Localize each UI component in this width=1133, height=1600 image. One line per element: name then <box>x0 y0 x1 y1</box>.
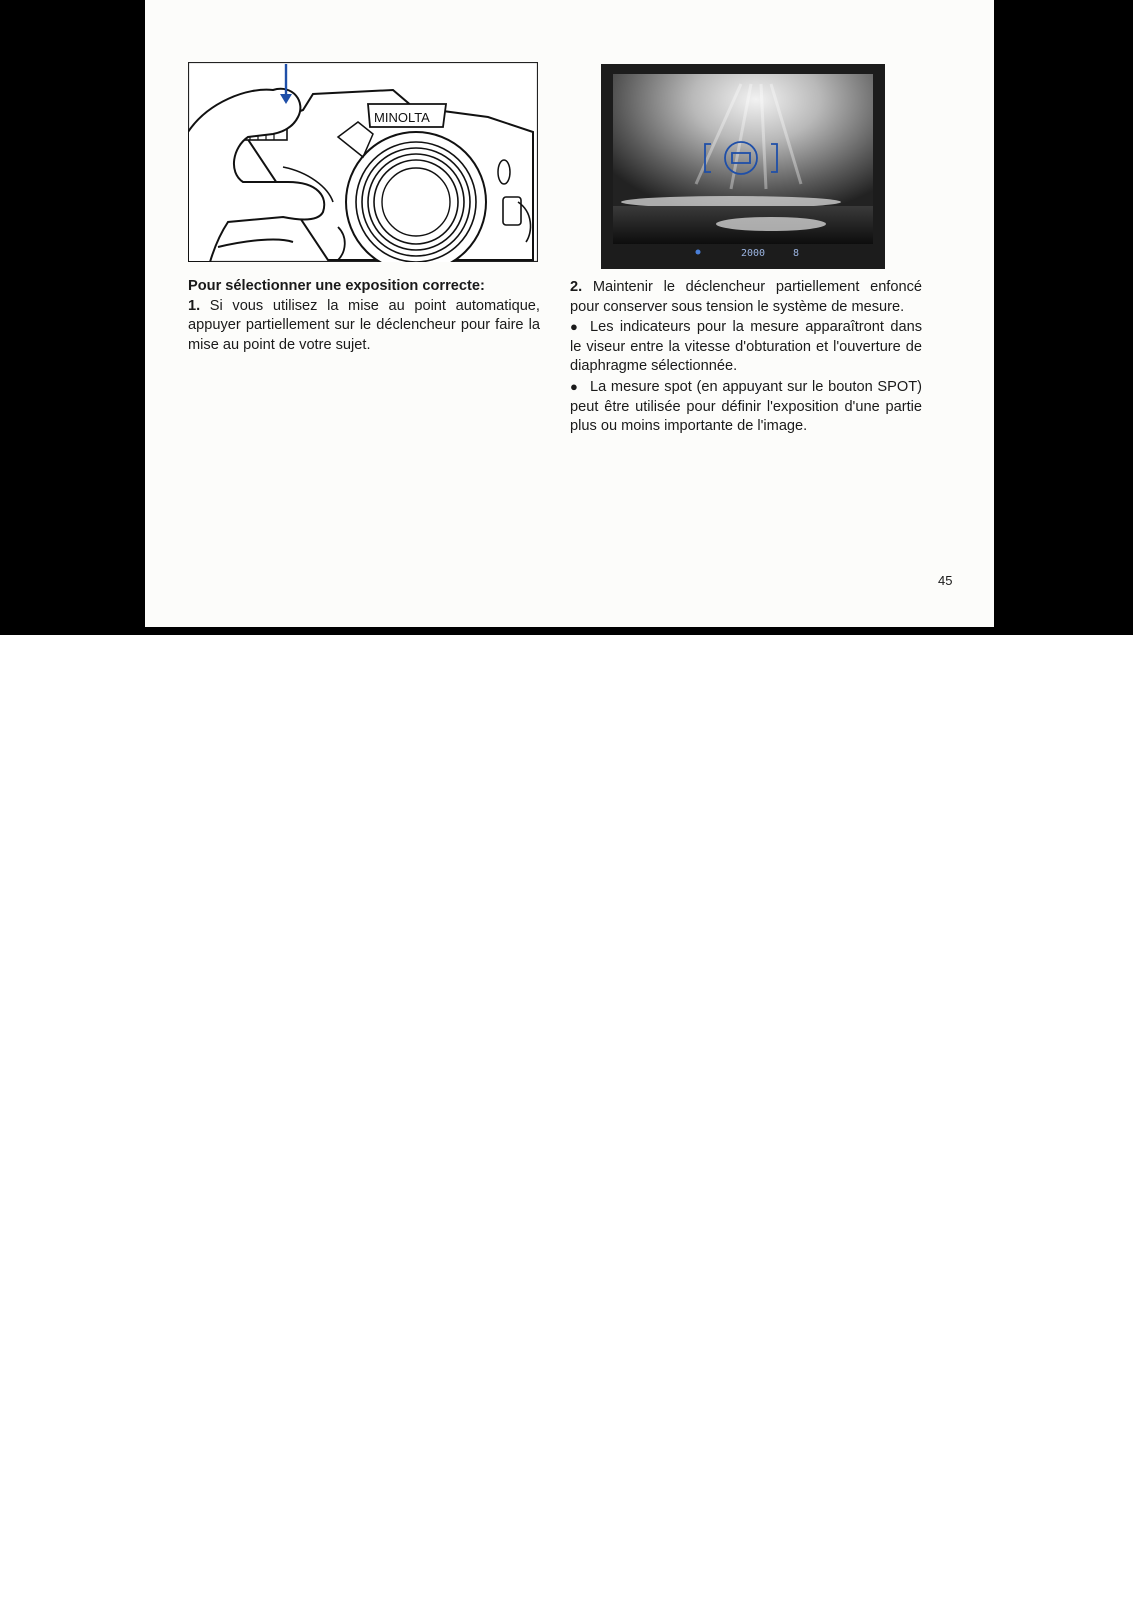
bullet-item-1 <box>570 317 922 377</box>
bullet-text-1: Les indicateurs pour la mesure apparaîtront dans le viseur entre la vitesse d'obturation et l'ouverture de diaphragme sélectionnée. <box>570 319 922 375</box>
step-1-text: Si vous utilisez la mise au point automatique, appuyer partiellement sur le déclencheur pour faire la mise au point de votre sujet. <box>188 297 540 353</box>
focus-indicator-icon <box>696 250 701 255</box>
left-column <box>188 277 540 355</box>
camera-brand: MINOLTA <box>374 110 430 125</box>
right-column <box>570 278 922 437</box>
bullet-text-2: La mesure spot (en appuyant sur le bouton SPOT) peut être utilisée pour définir l'exposition d'une partie plus ou moins importante de l'image. <box>570 378 922 435</box>
bullet-icon: ● <box>570 378 578 394</box>
page-number: 45 <box>938 573 953 588</box>
section-heading: Pour sélectionner une exposition correcte: <box>188 278 485 294</box>
bullet-item-2 <box>570 377 922 437</box>
viewfinder-illustration <box>601 64 885 269</box>
step-2 <box>570 278 922 317</box>
shutter-readout: 2000 <box>741 248 766 259</box>
camera-illustration <box>188 62 538 262</box>
bullet-icon: ● <box>570 319 578 335</box>
step-2-text: Maintenir le déclencheur partiellement enfoncé pour conserver sous tension le système de mesure. <box>570 279 923 315</box>
aperture-readout: 8 <box>793 248 800 259</box>
step-1-number: 1. <box>188 297 201 314</box>
step-1 <box>188 297 540 356</box>
step-2-number: 2. <box>570 279 583 295</box>
